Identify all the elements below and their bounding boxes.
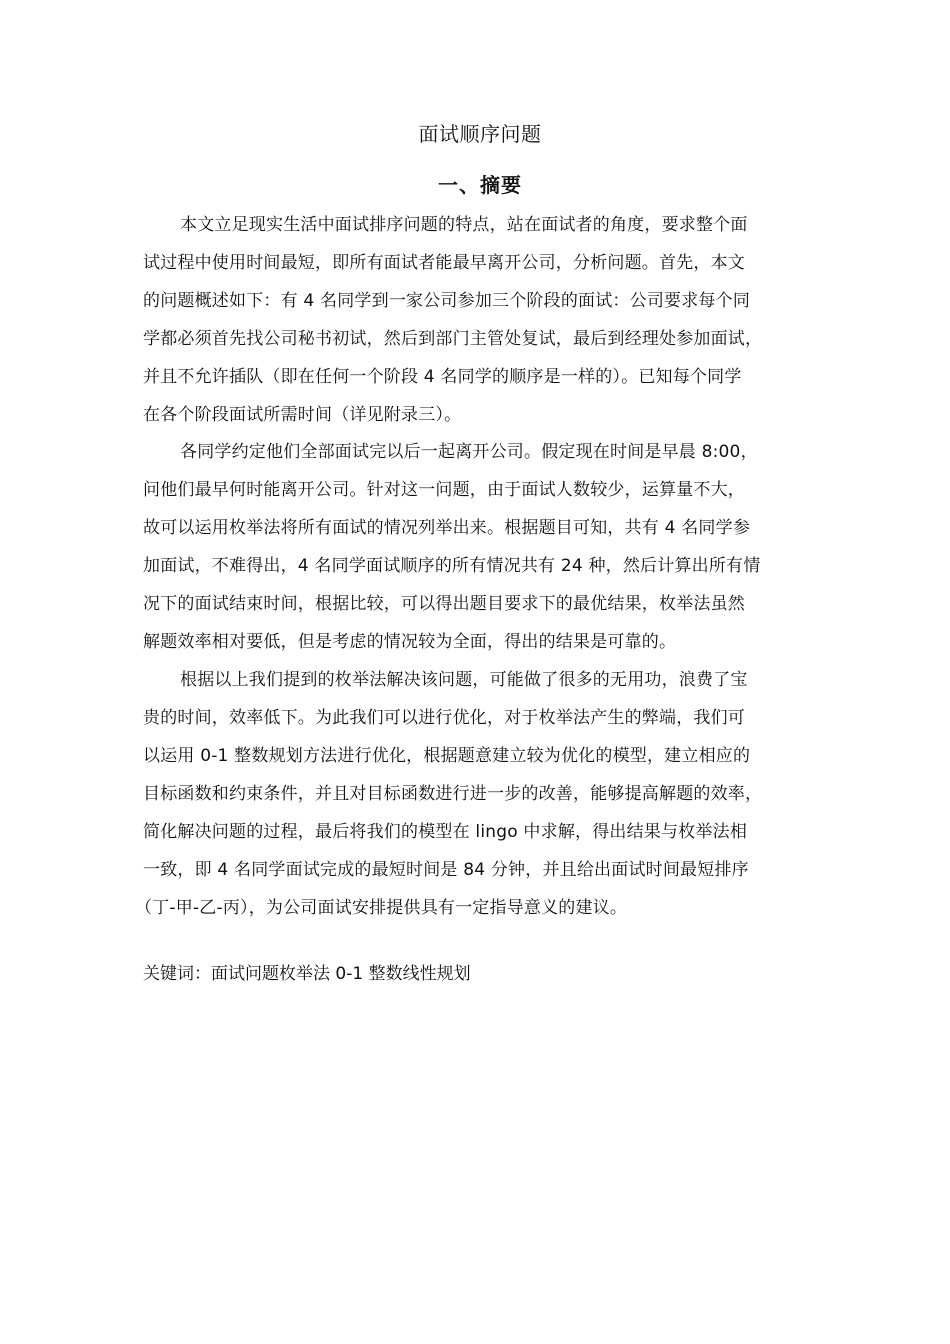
paragraph3-line: 贵的时间，效率低下。为此我们可以进行优化，对于枚举法产生的弊端，我们可 xyxy=(143,708,745,728)
paragraph3-line: 根据以上我们提到的枚举法解决该问题，可能做了很多的无用功，浪费了宝 xyxy=(180,670,748,690)
paragraph2-line: 故可以运用枚举法将所有面试的情况列举出来。根据题目可知，共有 4 名同学参 xyxy=(143,518,751,538)
paragraph1-line: 的问题概述如下：有 4 名同学到一家公司参加三个阶段的面试：公司要求每个同 xyxy=(143,291,751,311)
keywords-line: 关键词：面试问题枚举法 0-1 整数线性规划 xyxy=(143,964,471,984)
paragraph1-line: 并且不允许插队（即在任何一个阶段 4 名同学的顺序是一样的）。已知每个同学 xyxy=(143,367,742,387)
paragraph2-line: 况下的面试结束时间，根据比较，可以得出题目要求下的最优结果，枚举法虽然 xyxy=(143,594,745,614)
paragraph2-line: 解题效率相对要低，但是考虑的情况较为全面，得出的结果是可靠的。 xyxy=(143,632,677,652)
paragraph3-line: 目标函数和约束条件，并且对目标函数进行进一步的改善，能够提高解题的效率， xyxy=(143,784,763,804)
paragraph1-line: 试过程中使用时间最短，即所有面试者能最早离开公司，分析问题。首先，本文 xyxy=(143,253,745,273)
paragraph1-line: 在各个阶段面试所需时间（详见附录三）。 xyxy=(143,405,462,425)
paragraph3-line: 简化解决问题的过程，最后将我们的模型在 lingo 中求解，得出结果与枚举法相 xyxy=(143,822,748,842)
paragraph3-line: 一致，即 4 名同学面试完成的最短时间是 84 分钟，并且给出面试时间最短排序 xyxy=(143,860,749,880)
paragraph1-line: 本文立足现实生活中面试排序问题的特点，站在面试者的角度，要求整个面 xyxy=(180,215,748,235)
paragraph2-line: 加面试，不难得出，4 名同学面试顺序的所有情况共有 24 种，然后计算出所有情 xyxy=(143,556,761,576)
paragraph3-line: （丁-甲-乙-丙），为公司面试安排提供具有一定指导意义的建议。 xyxy=(135,898,628,918)
paragraph1-line: 学都必须首先找公司秘书初试，然后到部门主管处复试，最后到经理处参加面试， xyxy=(143,329,763,349)
paragraph2-line: 各同学约定他们全部面试完以后一起离开公司。假定现在时间是早晨 8:00， xyxy=(180,442,758,462)
paragraph3-line: 以运用 0-1 整数规划方法进行优化，根据题意建立较为优化的模型，建立相应的 xyxy=(143,746,751,766)
document-title: 面试顺序问题 xyxy=(418,122,542,146)
section-heading: 一、摘要 xyxy=(438,173,522,197)
paragraph2-line: 问他们最早何时能离开公司。针对这一问题，由于面试人数较少，运算量不大， xyxy=(143,480,745,500)
